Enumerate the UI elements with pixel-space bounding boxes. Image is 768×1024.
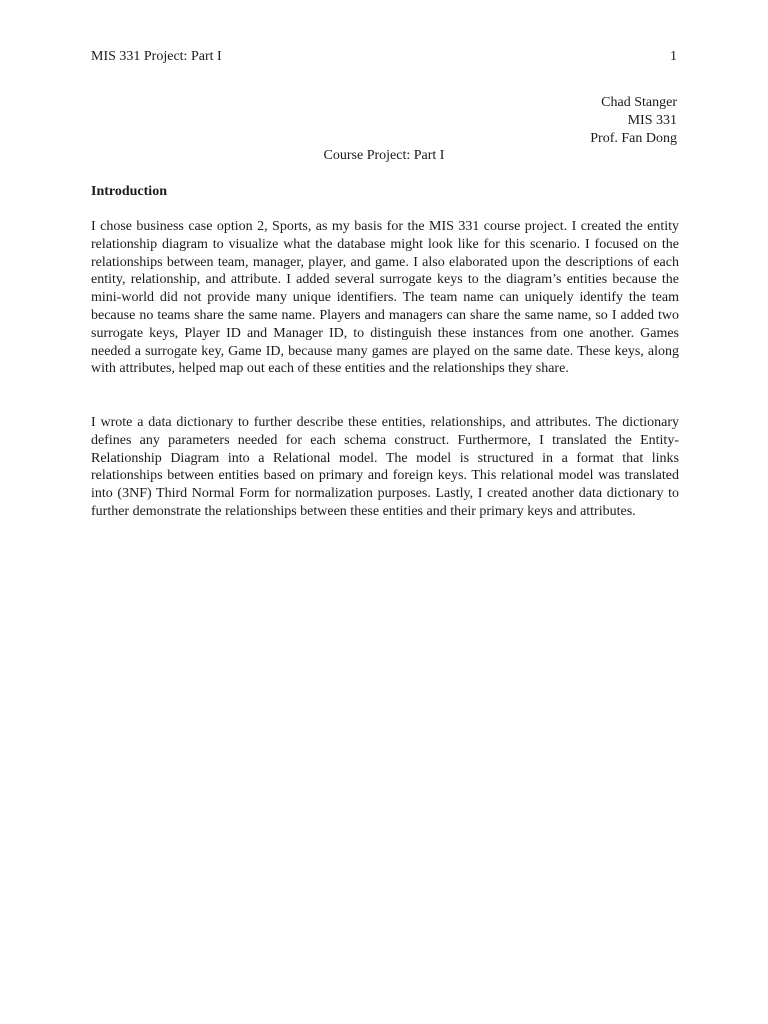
body-paragraph: I chose business case option 2, Sports, as my basis for the MIS 331 course project. I created the entity relationship diagram to visualize what the database might look like for this scenario. I focused on the relationships between team, manager, player, and game. I also elaborated upon the descriptions of each entity, relationship, and attribute. I added several surrogate keys to the diagram’s entities because the mini-world did not provide many unique identifiers. The team name can uniquely identify the team because no teams share the same name. Players and managers can share the same name, so I added two surrogate keys, Player ID and Manager ID, to distinguish these instances from one another. Games needed a surrogate key, Game ID, because many games are played on the same date. These keys, along with attributes, helped map out each of these entities and the relationships they share. bbox=[91, 219, 679, 377]
author-name: Chad Stanger bbox=[601, 95, 677, 110]
course-name: MIS 331 bbox=[627, 112, 677, 128]
running-title: MIS 331 Project: Part I bbox=[91, 49, 222, 64]
page-number: 1 bbox=[670, 49, 677, 64]
body-paragraph: I wrote a data dictionary to further describe these entities, relationships, and attributes. The dictionary defines any parameters needed for each schema construct. Furthermore, I translated the Entity-Relationship Diagram into a Relational model. The model is structured in a format that links relationships between entities based on primary and foreign keys. This relational model was translated into (3NF) Third Normal Form for normalization purposes. Lastly, I created another data dictionary to further demonstrate the relationships between these entities and their primary keys and attributes. bbox=[91, 415, 679, 519]
section-heading: Introduction bbox=[91, 184, 167, 199]
author-block bbox=[590, 94, 677, 147]
instructor-name: Prof. Fan Dong bbox=[590, 130, 677, 146]
document-title: Course Project: Part I bbox=[323, 148, 445, 163]
running-header bbox=[91, 48, 677, 66]
